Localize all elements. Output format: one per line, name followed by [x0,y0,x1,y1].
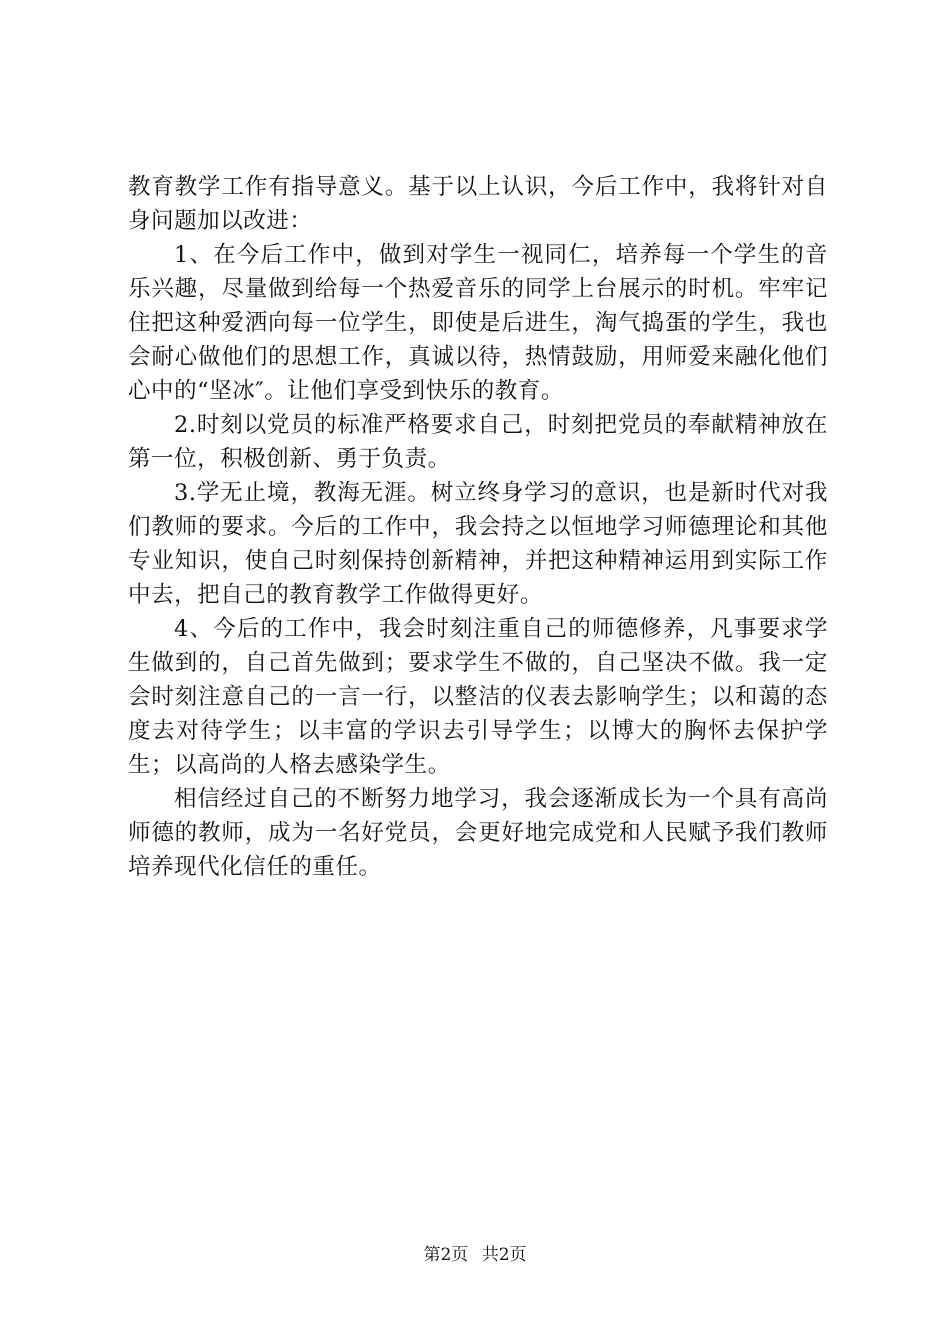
paragraph-continuation: 教育教学工作有指导意义。基于以上认识，今后工作中，我将针对自身问题加以改进： [128,174,828,234]
paragraph-item-2: 2.时刻以党员的标准严格要求自己，时刻把党员的奉献精神放在第一位，积极创新、勇于负责。 [128,412,828,472]
page-number: 第2页 [423,1245,469,1265]
page-total: 共2页 [481,1245,527,1265]
document-body [128,170,828,884]
paragraph-item-1: 1、在今后工作中，做到对学生一视同仁，培养每一个学生的音乐兴趣，尽量做到给每一个热爱音乐的同学上台展示的时机。牢牢记住把这种爱洒向每一位学生，即使是后进生，淘气捣蛋的学生，我也会耐心做他们的思想工作，真诚以待，热情鼓励，用师爱来融化他们心中的“坚冰″。让他们享受到快乐的教育。 [128,242,828,404]
paragraph-item-4: 4、今后的工作中，我会时刻注重自己的师德修养，凡事要求学生做到的，自己首先做到；要求学生不做的，自己坚决不做。我一定会时刻注意自己的一言一行，以整洁的仪表去影响学生；以和蔼的态度去对待学生；以丰富的学识去引导学生；以博大的胸怀去保护学生；以高尚的人格去感染学生。 [128,616,828,778]
page-footer [0,1244,950,1266]
paragraph-item-3: 3.学无止境，教海无涯。树立终身学习的意识，也是新时代对我们教师的要求。今后的工作中，我会持之以恒地学习师德理论和其他专业知识，使自己时刻保持创新精神，并把这种精神运用到实际工作中去，把自己的教育教学工作做得更好。 [128,480,828,608]
paragraph-conclusion: 相信经过自己的不断努力地学习，我会逐渐成长为一个具有高尚师德的教师，成为一名好党员，会更好地完成党和人民赋予我们教师培养现代化信任的重任。 [128,786,828,880]
